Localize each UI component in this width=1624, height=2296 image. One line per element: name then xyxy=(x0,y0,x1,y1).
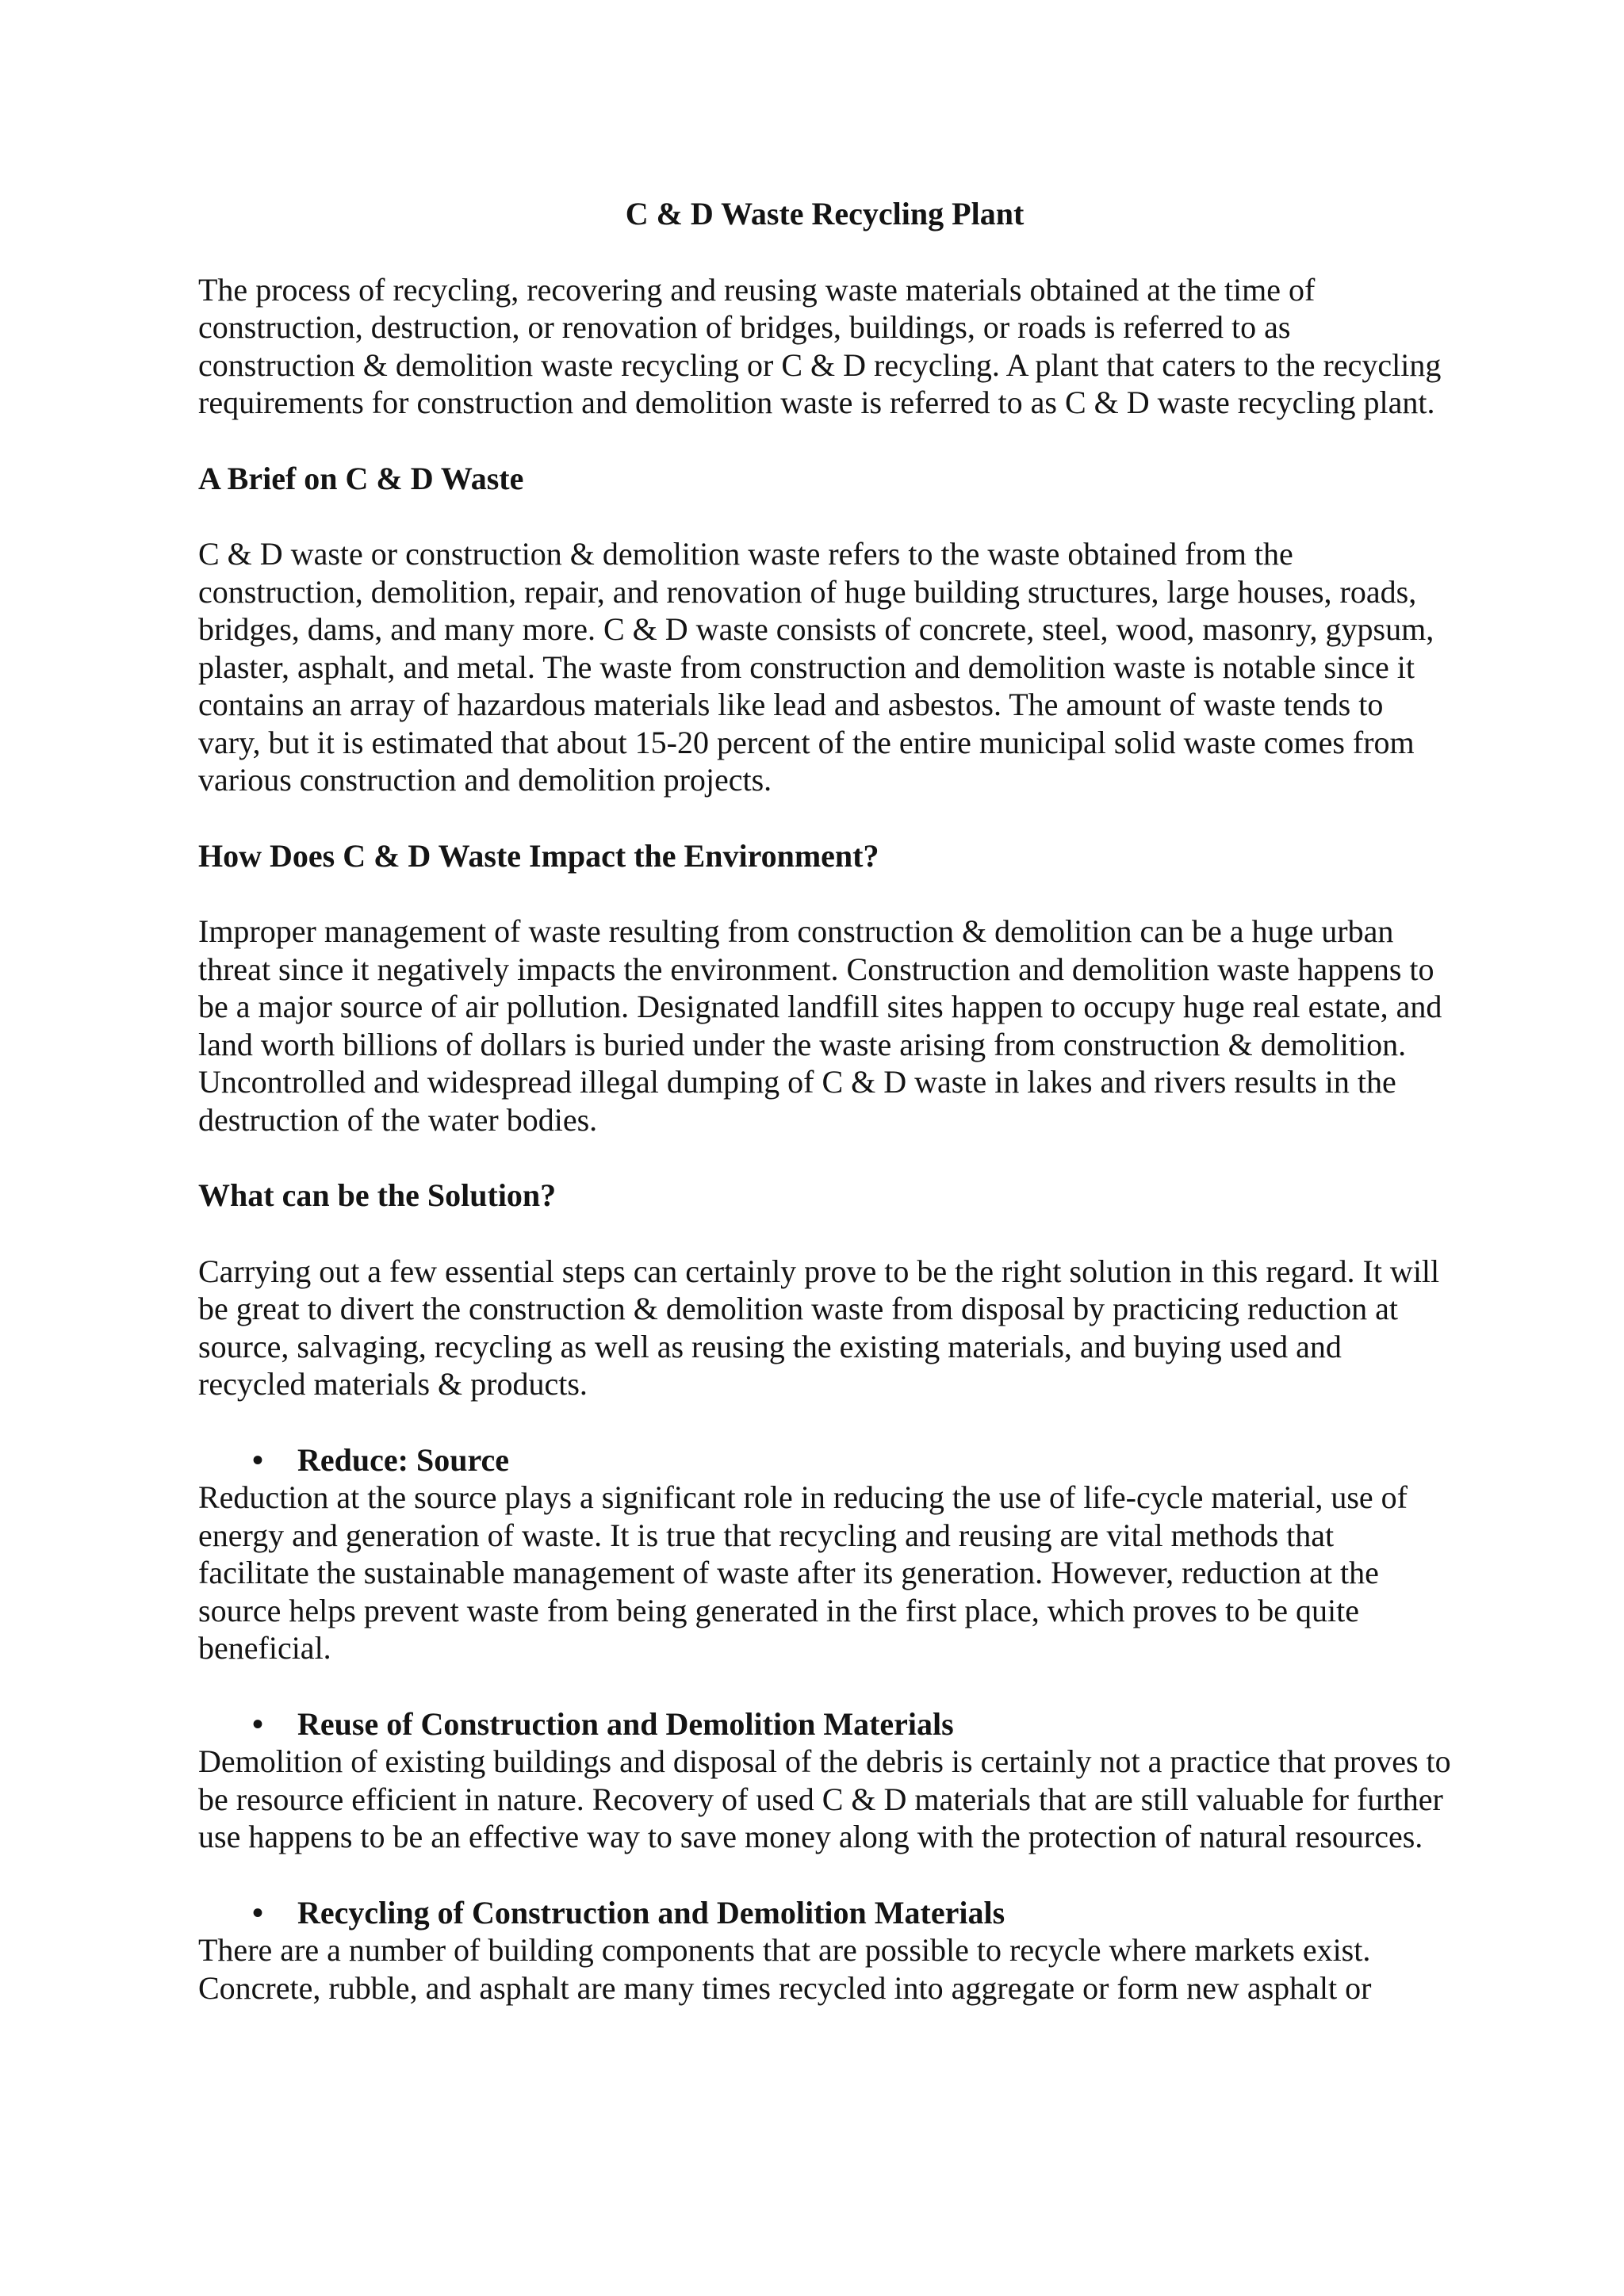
bullet-heading-recycling xyxy=(198,1894,1451,1932)
section-heading-brief: A Brief on C & D Waste xyxy=(198,460,524,496)
intro-paragraph: The process of recycling, recovering and reusing waste materials obtained at the time of construction, destruction, or renovation of bridges, buildings, or roads is referred to as construction & demolition waste recycling or C & D recycling. A plant that caters to the recycling requirements for construction and demolition waste is referred to as C & D waste recycling plant. xyxy=(198,271,1442,420)
bullet-icon: • xyxy=(252,1441,264,1478)
bullet-body-recycling: There are a number of building components that are possible to recycle where markets exist. Concrete, rubble, and asphalt are many times recycled into aggregate or form new asphalt or xyxy=(198,1932,1372,2006)
section-heading-solution: What can be the Solution? xyxy=(198,1177,557,1213)
bullet-heading-text: Reuse of Construction and Demolition Materials xyxy=(297,1705,954,1742)
section-body-solution: Carrying out a few essential steps can certainly prove to be the right solution in this regard. It will be great to divert the construction & demolition waste from disposal by practicing reduction at source, salvaging, recycling as well as reusing the existing materials, and buying used and recycled materials & products. xyxy=(198,1253,1440,1402)
section-body-impact: Improper management of waste resulting from construction & demolition can be a huge urban threat since it negatively impacts the environment. Construction and demolition waste happens to be a major source of air pollution. Designated landfill sites happen to occupy huge real estate, and land worth billions of dollars is buried under the waste arising from construction & demolition. Uncontrolled and widespread illegal dumping of C & D waste in lakes and rivers results in the destruction of the water bodies. xyxy=(198,913,1442,1138)
bullet-icon: • xyxy=(252,1705,264,1742)
bullet-heading-reduce xyxy=(198,1441,1451,1479)
bullet-icon: • xyxy=(252,1894,264,1931)
bullet-heading-text: Reduce: Source xyxy=(297,1441,509,1478)
section-body-brief: C & D waste or construction & demolition waste refers to the waste obtained from the construction, demolition, repair, and renovation of huge building structures, large houses, roads, bridges, dams, and many more. C & D waste consists of concrete, steel, wood, masonry, gypsum, plaster, asphalt, and metal. The waste from construction and demolition waste is notable since it contains an array of hazardous materials like lead and asbestos. The amount of waste tends to vary, but it is estimated that about 15-20 percent of the entire municipal solid waste comes from various construction and demolition projects. xyxy=(198,536,1434,798)
document-page xyxy=(198,195,1451,2045)
bullet-body-reduce: Reduction at the source plays a significant role in reducing the use of life-cycle material, use of energy and generation of waste. It is true that recycling and reusing are vital methods that facilitate the sustainable management of waste after its generation. However, reduction at the source helps prevent waste from being generated in the first place, which proves to be quite beneficial. xyxy=(198,1479,1408,1666)
section-heading-impact: How Does C & D Waste Impact the Environment? xyxy=(198,837,879,874)
bullet-heading-text: Recycling of Construction and Demolition Materials xyxy=(297,1894,1005,1931)
bullet-body-reuse: Demolition of existing buildings and disposal of the debris is certainly not a practice that proves to be resource efficient in nature. Recovery of used C & D materials that are still valuable for further use happens to be an effective way to save money along with the protection of natural resources. xyxy=(198,1743,1451,1854)
document-title: C & D Waste Recycling Plant xyxy=(625,196,1025,232)
bullet-heading-reuse xyxy=(198,1705,1451,1743)
